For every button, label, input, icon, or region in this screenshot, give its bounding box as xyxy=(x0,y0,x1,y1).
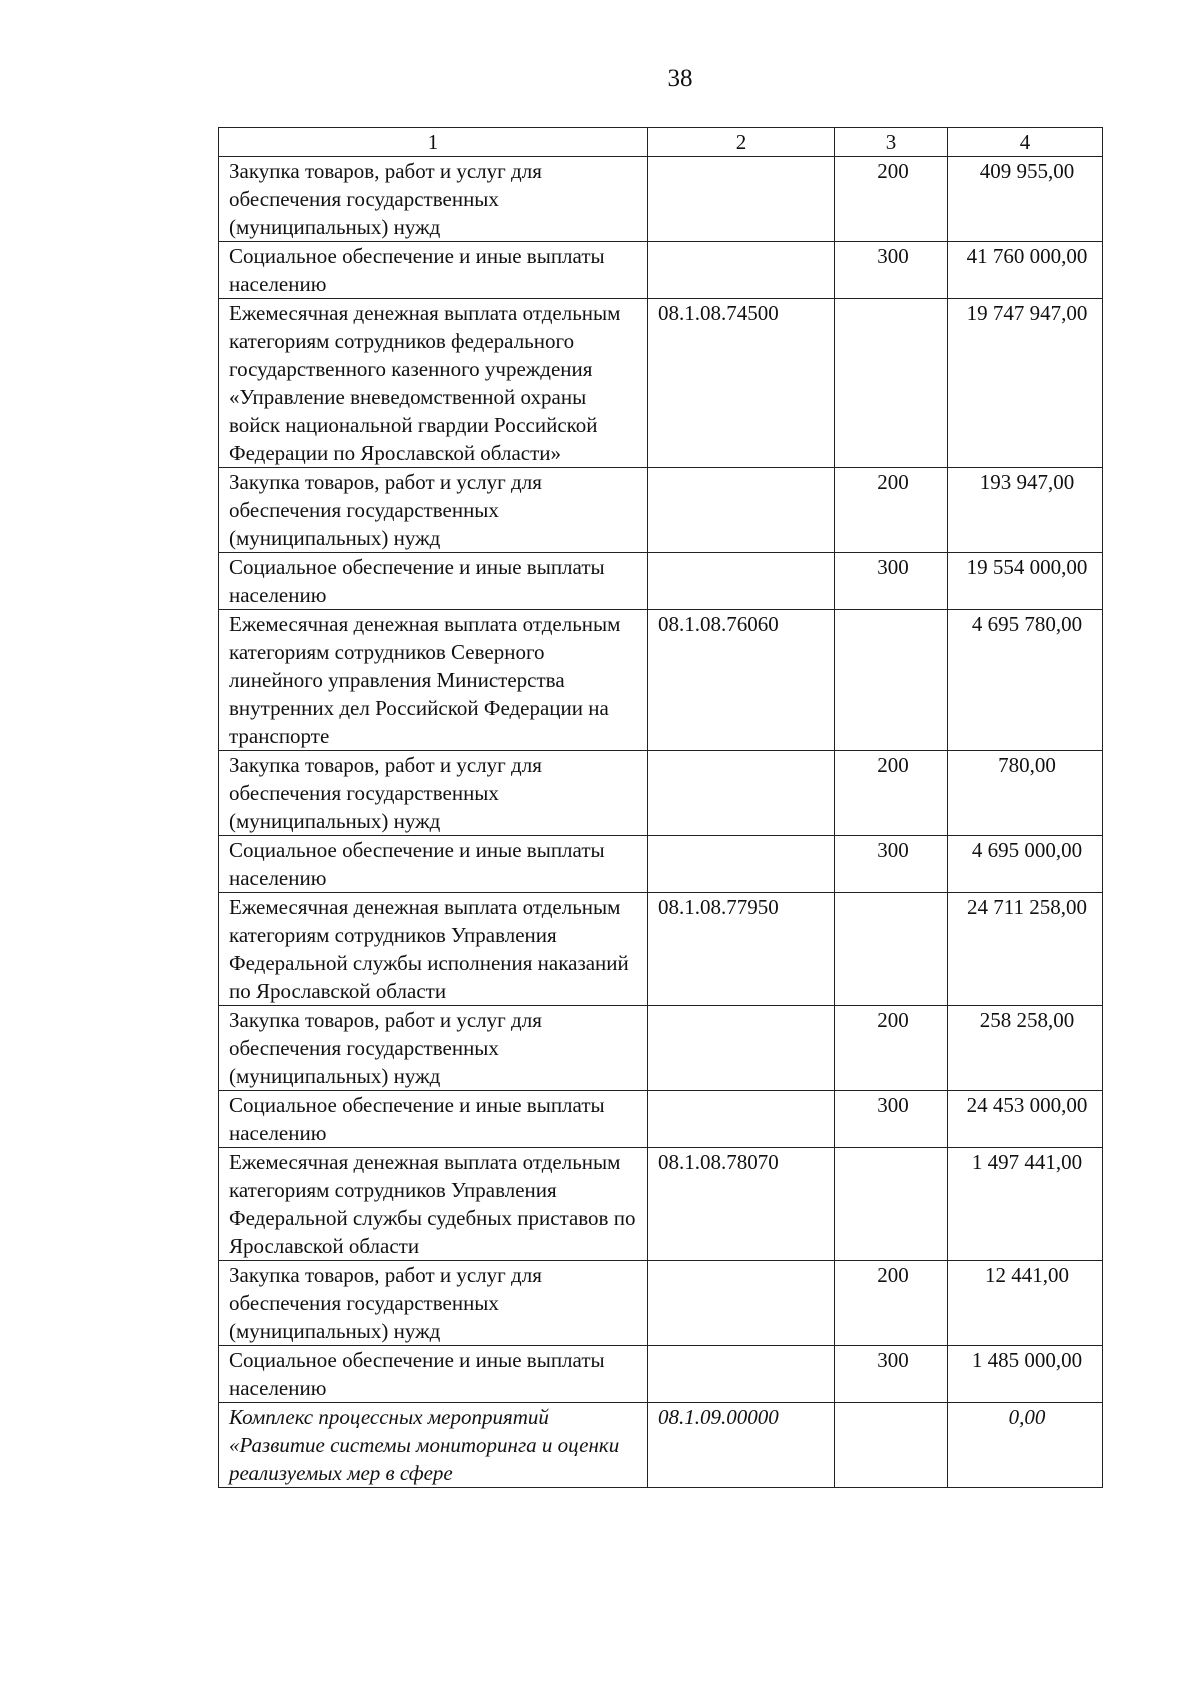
column-header-3: 3 xyxy=(835,128,948,157)
cell-name: Ежемесячная денежная выплата отдельным категориям сотрудников Управления Федеральной службы исполнения наказаний по Ярославской области xyxy=(219,893,648,1006)
table-row xyxy=(219,1403,1103,1488)
cell-expense-type xyxy=(835,893,948,1006)
cell-amount: 1 497 441,00 xyxy=(948,1148,1103,1261)
table-header-row xyxy=(219,128,1103,157)
cell-name: Закупка товаров, работ и услуг для обеспечения государственных (муниципальных) нужд xyxy=(219,1261,648,1346)
cell-code xyxy=(648,1346,835,1403)
cell-amount: 12 441,00 xyxy=(948,1261,1103,1346)
table-row xyxy=(219,1261,1103,1346)
table-row xyxy=(219,1148,1103,1261)
cell-name: Закупка товаров, работ и услуг для обеспечения государственных (муниципальных) нужд xyxy=(219,157,648,242)
table-row xyxy=(219,553,1103,610)
page-number: 38 xyxy=(667,65,693,92)
cell-expense-type: 300 xyxy=(835,1346,948,1403)
cell-amount: 409 955,00 xyxy=(948,157,1103,242)
cell-code xyxy=(648,836,835,893)
cell-expense-type: 200 xyxy=(835,468,948,553)
cell-expense-type: 200 xyxy=(835,1006,948,1091)
cell-code xyxy=(648,1091,835,1148)
cell-code: 08.1.08.78070 xyxy=(648,1148,835,1261)
cell-code xyxy=(648,751,835,836)
cell-name: Ежемесячная денежная выплата отдельным категориям сотрудников федерального государственного казенного учреждения «Управление вневедомственной охраны войск национальной гвардии Российской Федерации по Ярославской области» xyxy=(219,299,648,468)
table-row xyxy=(219,893,1103,1006)
cell-name: Социальное обеспечение и иные выплаты населению xyxy=(219,1091,648,1148)
cell-name: Комплекс процессных мероприятий «Развитие системы мониторинга и оценки реализуемых мер в сфере xyxy=(219,1403,648,1488)
column-header-1: 1 xyxy=(219,128,648,157)
cell-name: Социальное обеспечение и иные выплаты населению xyxy=(219,242,648,299)
cell-name: Социальное обеспечение и иные выплаты населению xyxy=(219,836,648,893)
cell-expense-type xyxy=(835,299,948,468)
table-row xyxy=(219,751,1103,836)
cell-name: Социальное обеспечение и иные выплаты населению xyxy=(219,553,648,610)
cell-name: Закупка товаров, работ и услуг для обеспечения государственных (муниципальных) нужд xyxy=(219,1006,648,1091)
cell-name: Ежемесячная денежная выплата отдельным категориям сотрудников Управления Федеральной службы судебных приставов по Ярославской области xyxy=(219,1148,648,1261)
cell-code xyxy=(648,468,835,553)
cell-code xyxy=(648,553,835,610)
table-row xyxy=(219,468,1103,553)
cell-amount: 193 947,00 xyxy=(948,468,1103,553)
cell-code xyxy=(648,1261,835,1346)
cell-amount: 19 747 947,00 xyxy=(948,299,1103,468)
cell-code: 08.1.08.74500 xyxy=(648,299,835,468)
cell-expense-type xyxy=(835,1148,948,1261)
cell-code: 08.1.08.77950 xyxy=(648,893,835,1006)
table-body xyxy=(219,157,1103,1488)
cell-expense-type: 200 xyxy=(835,157,948,242)
table-row xyxy=(219,610,1103,751)
cell-expense-type: 300 xyxy=(835,553,948,610)
cell-amount: 41 760 000,00 xyxy=(948,242,1103,299)
cell-expense-type: 300 xyxy=(835,242,948,299)
cell-amount: 1 485 000,00 xyxy=(948,1346,1103,1403)
cell-code: 08.1.09.00000 xyxy=(648,1403,835,1488)
cell-expense-type: 200 xyxy=(835,751,948,836)
cell-amount: 4 695 780,00 xyxy=(948,610,1103,751)
cell-code xyxy=(648,157,835,242)
table-row xyxy=(219,1346,1103,1403)
table-row xyxy=(219,1006,1103,1091)
cell-code xyxy=(648,242,835,299)
column-header-2: 2 xyxy=(648,128,835,157)
cell-expense-type: 200 xyxy=(835,1261,948,1346)
cell-expense-type: 300 xyxy=(835,836,948,893)
cell-name: Ежемесячная денежная выплата отдельным категориям сотрудников Северного линейного управления Министерства внутренних дел Российской Федерации на транспорте xyxy=(219,610,648,751)
cell-code xyxy=(648,1006,835,1091)
budget-table xyxy=(218,127,1103,1488)
cell-name: Закупка товаров, работ и услуг для обеспечения государственных (муниципальных) нужд xyxy=(219,468,648,553)
cell-amount: 4 695 000,00 xyxy=(948,836,1103,893)
cell-name: Закупка товаров, работ и услуг для обеспечения государственных (муниципальных) нужд xyxy=(219,751,648,836)
column-header-4: 4 xyxy=(948,128,1103,157)
cell-amount: 24 453 000,00 xyxy=(948,1091,1103,1148)
cell-amount: 24 711 258,00 xyxy=(948,893,1103,1006)
table-row xyxy=(219,299,1103,468)
table-row xyxy=(219,242,1103,299)
cell-expense-type: 300 xyxy=(835,1091,948,1148)
cell-expense-type xyxy=(835,1403,948,1488)
cell-expense-type xyxy=(835,610,948,751)
cell-amount: 19 554 000,00 xyxy=(948,553,1103,610)
table-row xyxy=(219,836,1103,893)
cell-code: 08.1.08.76060 xyxy=(648,610,835,751)
cell-amount: 780,00 xyxy=(948,751,1103,836)
table-row xyxy=(219,157,1103,242)
table-row xyxy=(219,1091,1103,1148)
cell-amount: 258 258,00 xyxy=(948,1006,1103,1091)
cell-amount: 0,00 xyxy=(948,1403,1103,1488)
cell-name: Социальное обеспечение и иные выплаты населению xyxy=(219,1346,648,1403)
